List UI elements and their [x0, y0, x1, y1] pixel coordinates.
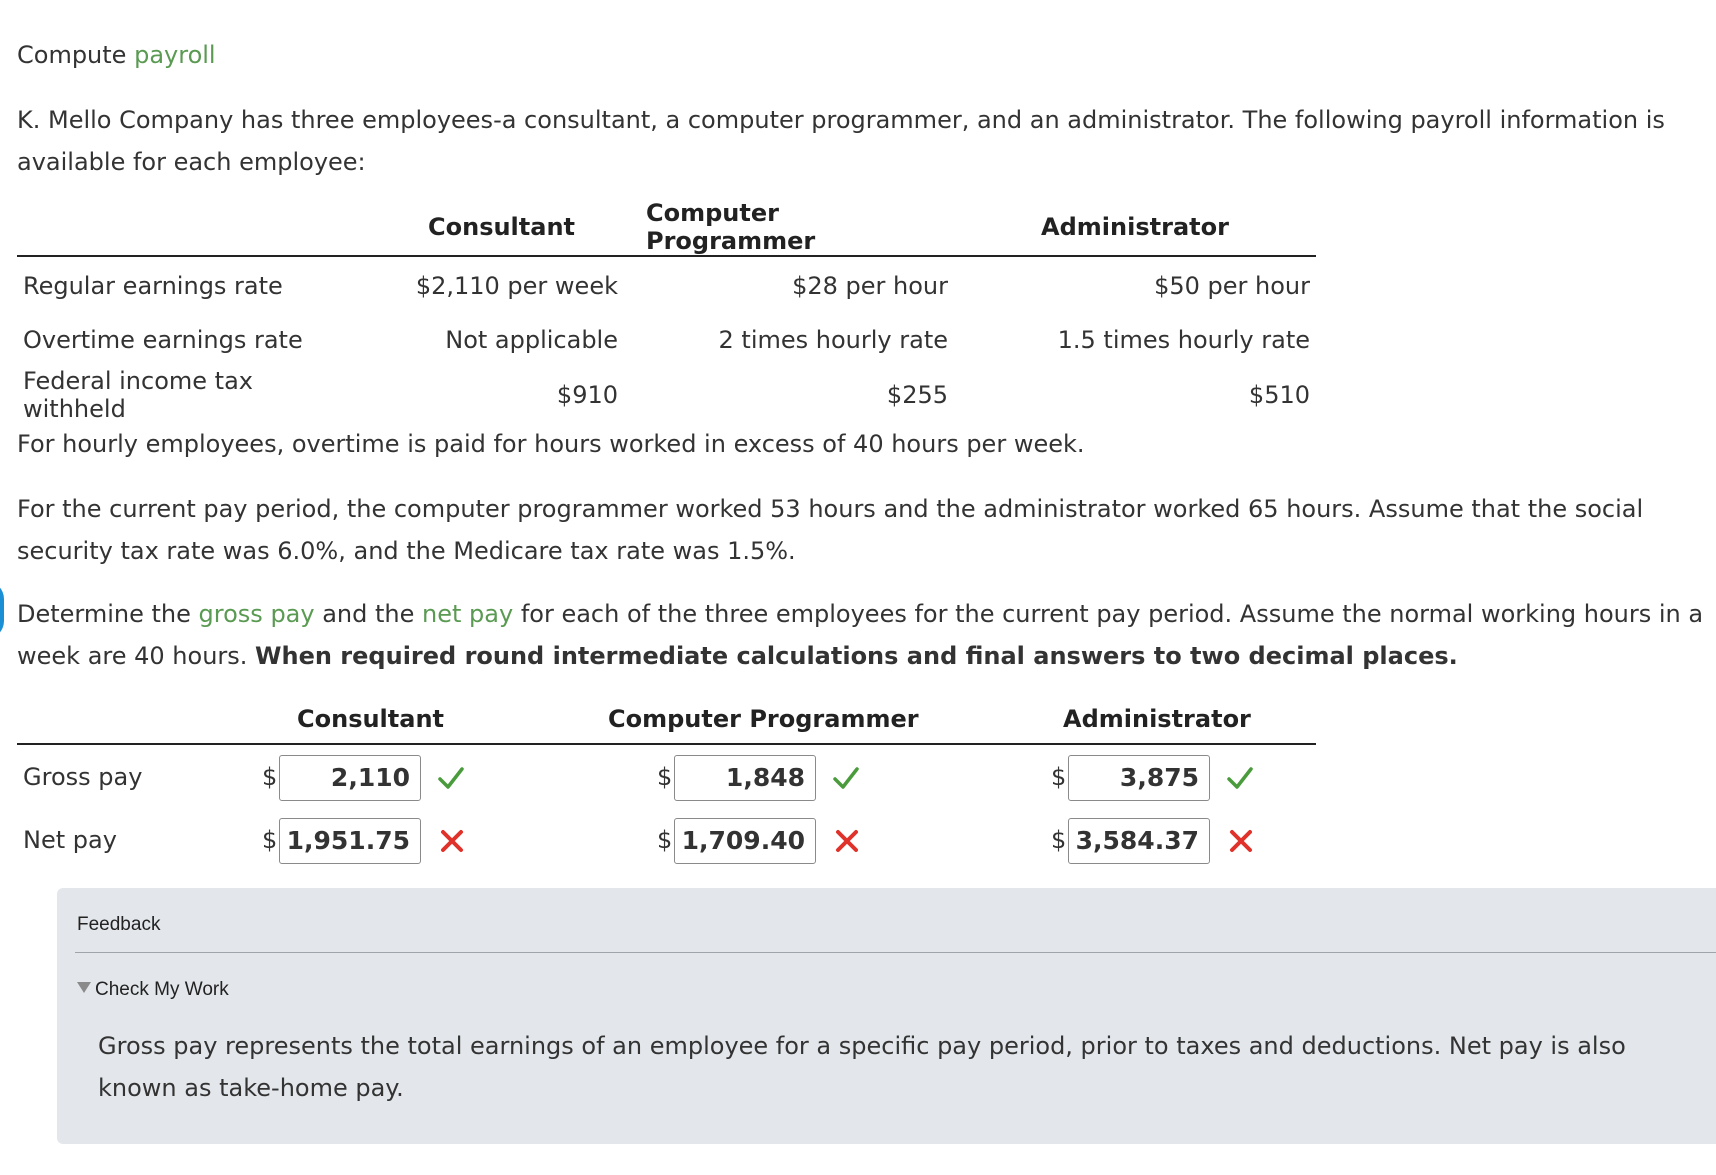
row-label: Overtime earnings rate [23, 326, 303, 354]
row-label: Regular earnings rate [23, 272, 283, 300]
currency-symbol: $ [262, 763, 278, 791]
gross-pay-consultant-input[interactable]: 2,110 [279, 755, 421, 801]
feedback-panel [57, 888, 1716, 1144]
gross-pay-programmer-input[interactable]: 1,848 [674, 755, 816, 801]
info-col-administrator: Administrator [954, 199, 1316, 256]
cell-value: 2 times hourly rate [718, 326, 948, 354]
net-pay-label: Net pay [23, 826, 117, 854]
info-row-regular [17, 256, 1316, 313]
gross-pay-label: Gross pay [23, 763, 143, 791]
x-mark-icon [833, 827, 861, 855]
net-pay-link[interactable]: net pay [422, 600, 514, 628]
check-my-work-label: Check My Work [95, 979, 229, 1000]
period-note: For the current pay period, the computer programmer worked 53 hours and the administrator worked 65 hours. Assume that the social security tax rate was 6.0%, and the Medicare tax rate was 1.5%. [17, 495, 1644, 565]
left-edge-indicator [0, 581, 4, 639]
info-row-federal-tax [17, 367, 1316, 423]
x-mark-icon [438, 827, 466, 855]
payroll-info-table [17, 199, 1316, 423]
title-text: Compute [17, 41, 135, 69]
currency-symbol: $ [262, 826, 278, 854]
disclosure-triangle-icon [77, 982, 91, 993]
check-icon [437, 764, 465, 792]
gross-pay-administrator-input[interactable]: 3,875 [1068, 755, 1210, 801]
page-title [17, 35, 1687, 75]
cell-value: $510 [1248, 381, 1310, 409]
answer-col-consultant: Consultant [297, 705, 445, 733]
cell-value: $28 per hour [792, 272, 948, 300]
answer-col-administrator: Administrator [1063, 705, 1251, 733]
check-icon [832, 764, 860, 792]
net-pay-programmer-input[interactable]: 1,709.40 [674, 818, 816, 864]
cell-value: $2,110 per week [415, 272, 618, 300]
info-col-consultant: Consultant [354, 199, 624, 256]
instruction-paragraph: Determine the gross pay and the net pay for each of the three employees for the current pay period. Assume the normal working hours in a week are 40 hours. When required round intermediate calculations and final answers to two decimal places. [17, 600, 1704, 670]
payroll-link[interactable]: payroll [134, 41, 216, 69]
cell-value: 1.5 times hourly rate [1057, 326, 1310, 354]
info-col-programmer: Computer Programmer [624, 199, 954, 256]
x-mark-icon [1227, 827, 1255, 855]
info-row-overtime [17, 313, 1316, 367]
cell-value: $255 [886, 381, 948, 409]
overtime-note: For hourly employees, overtime is paid for hours worked in excess of 40 hours per week. [17, 430, 1085, 458]
answer-col-programmer: Computer Programmer [608, 705, 919, 733]
answer-table [17, 695, 1316, 871]
net-pay-administrator-input[interactable]: 3,584.37 [1068, 818, 1210, 864]
check-my-work-toggle[interactable] [77, 979, 229, 1001]
feedback-divider [75, 952, 1716, 953]
cell-value: $50 per hour [1154, 272, 1310, 300]
feedback-title: Feedback [77, 914, 161, 935]
currency-symbol: $ [657, 826, 673, 854]
net-pay-consultant-input[interactable]: 1,951.75 [279, 818, 421, 864]
currency-symbol: $ [657, 763, 673, 791]
feedback-text: Gross pay represents the total earnings of an employee for a specific pay period, prior to taxes and deductions. Net pay is also known as take-home pay. [98, 1032, 1626, 1102]
rounding-instruction: When required round intermediate calculations and final answers to two decimal places. [255, 642, 1458, 670]
currency-symbol: $ [1051, 826, 1067, 854]
cell-value: $910 [556, 381, 618, 409]
check-icon [1226, 764, 1254, 792]
currency-symbol: $ [1051, 763, 1067, 791]
row-label: Federal income tax withheld [23, 367, 253, 423]
intro-paragraph: K. Mello Company has three employees-a consultant, a computer programmer, and an administrator. The following payroll information is available for each employee: [17, 106, 1665, 176]
cell-value: Not applicable [445, 326, 618, 354]
gross-pay-link[interactable]: gross pay [198, 600, 315, 628]
header-rule [17, 743, 1316, 745]
